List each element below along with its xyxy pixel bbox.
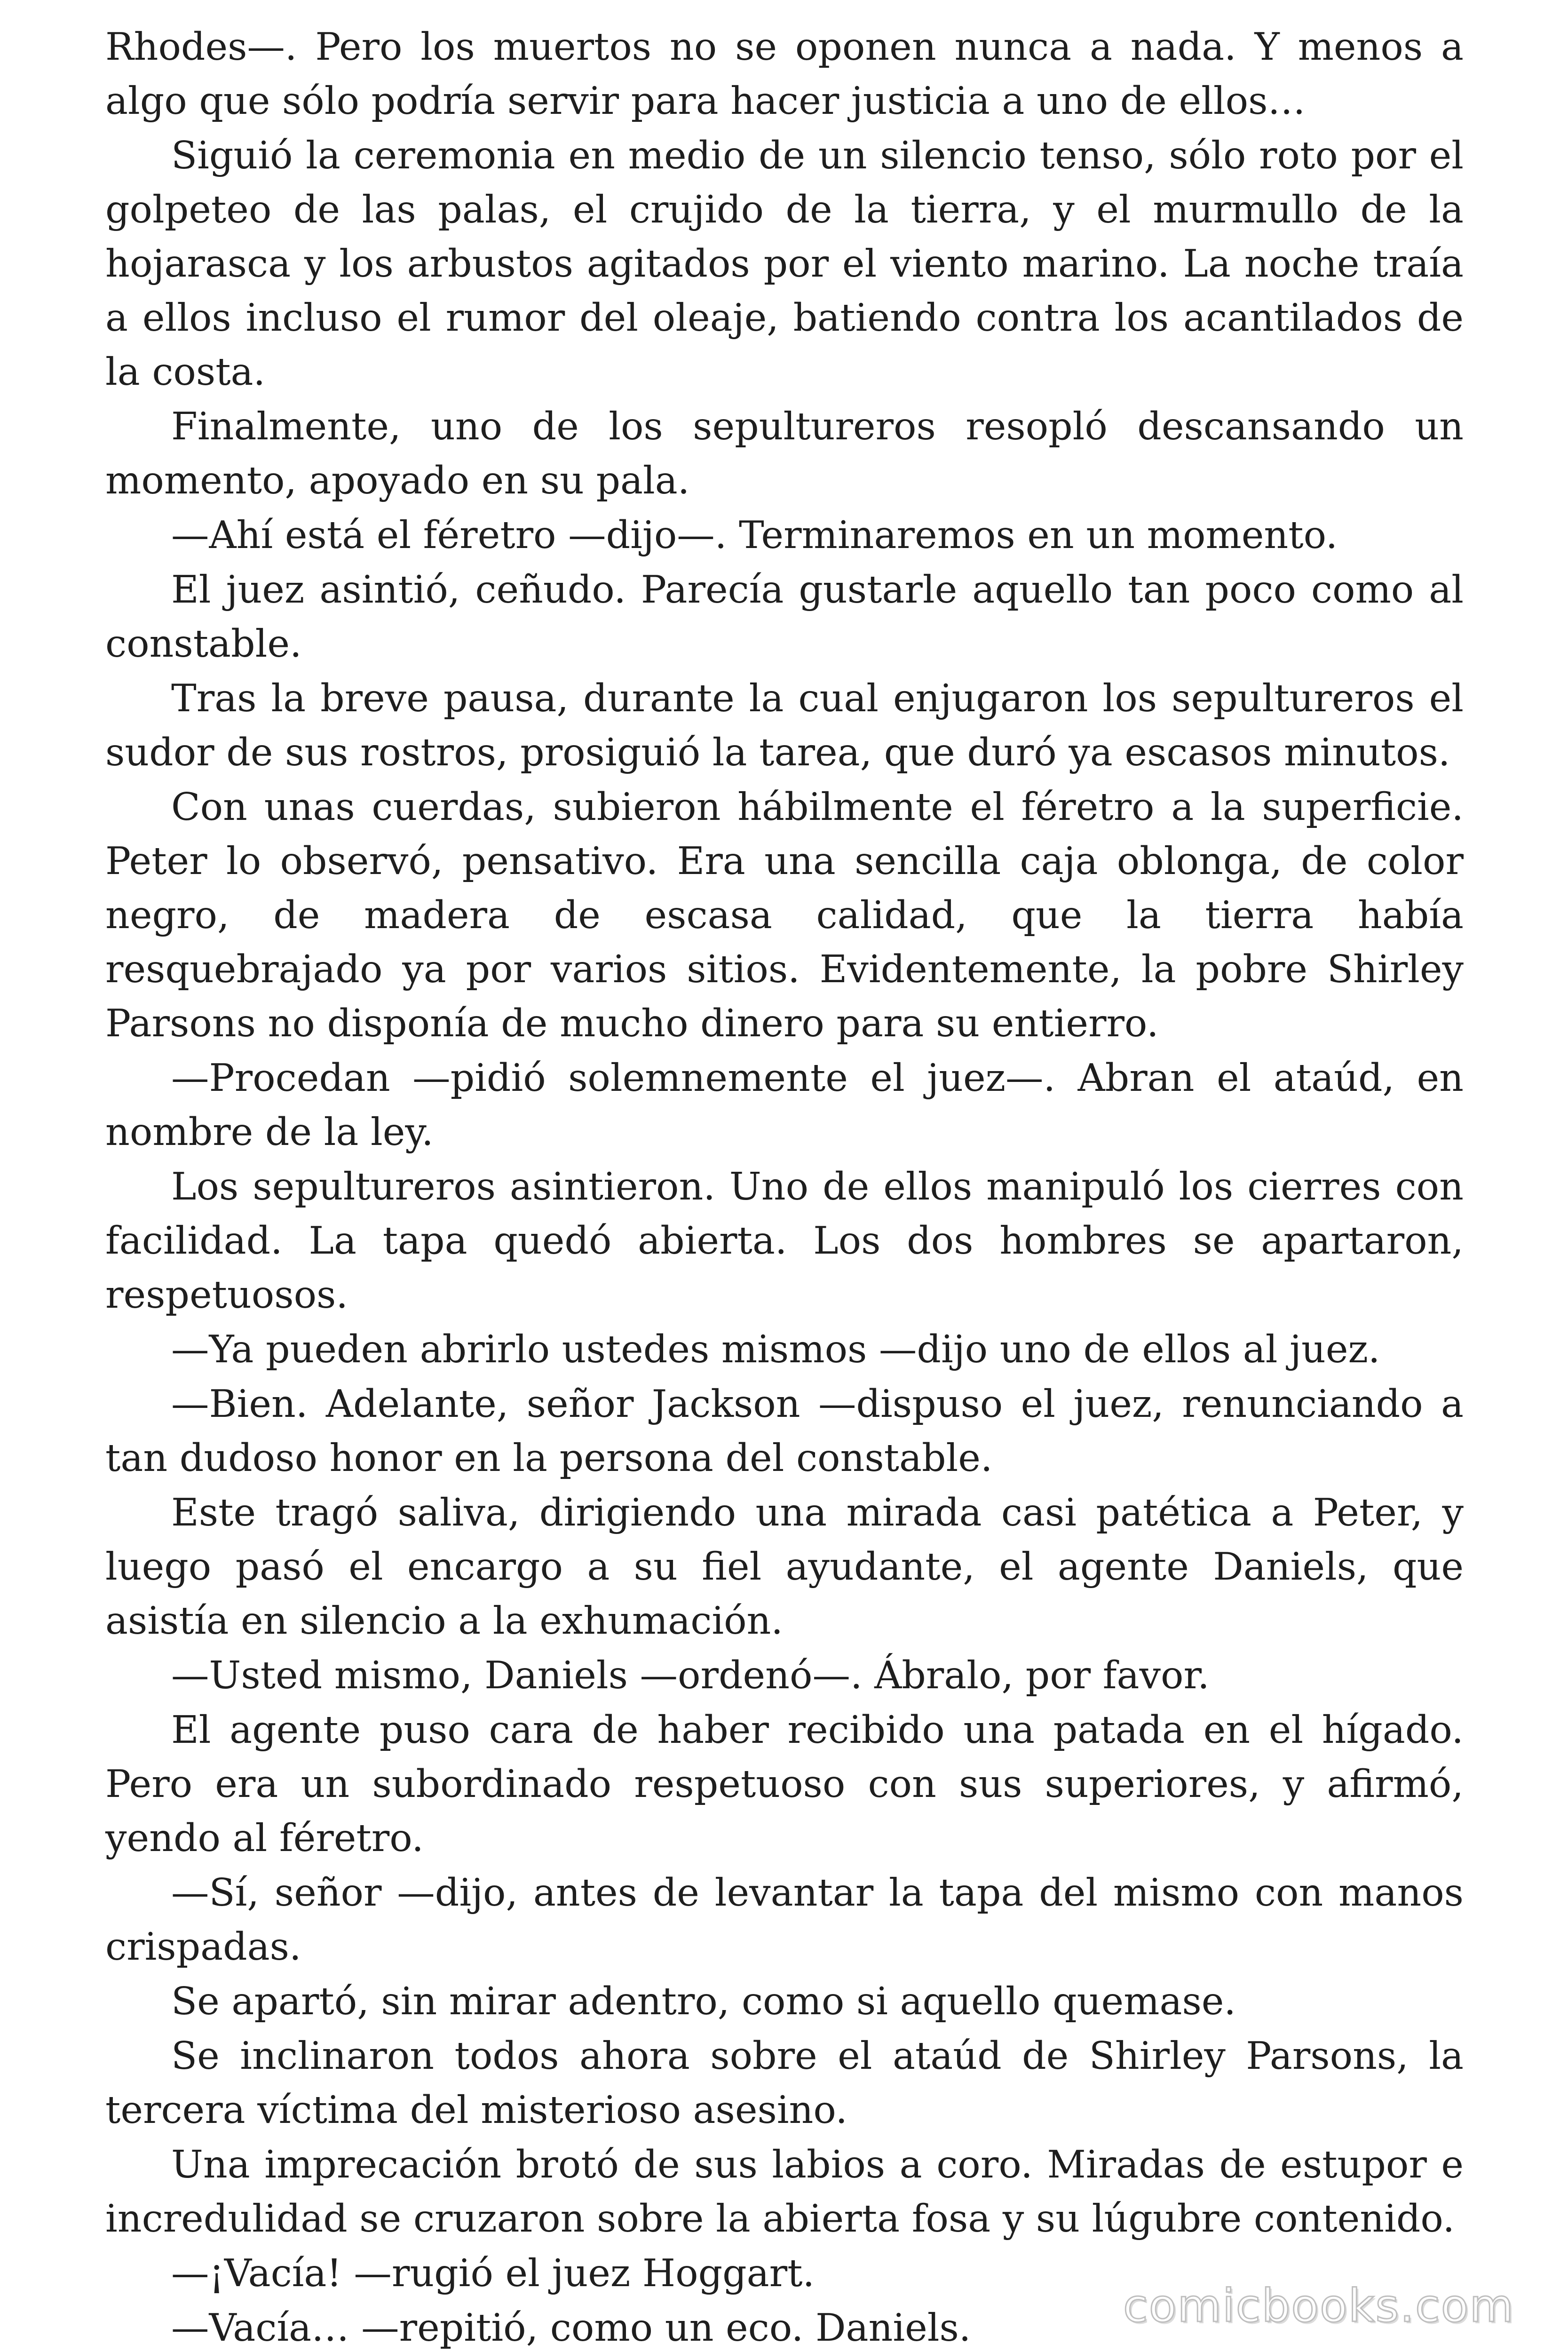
paragraph-2: Siguió la ceremonia en medio de un silencio tenso, sólo roto por el golpeteo de las palas, el crujido de la tierra, y el murmullo de la hojarasca y los arbustos agitados por el viento marino. La noche traía a ellos incluso el rumor del oleaje, batiendo contra los acantilados de la costa.	[105, 133, 1464, 394]
paragraph-6: Tras la breve pausa, durante la cual enjugaron los sepultureros el sudor de sus rostros, prosiguió la tarea, que duró ya escasos minutos.	[105, 676, 1464, 774]
paragraph-19: —¡Vacía! —rugió el juez Hoggart.	[171, 2251, 815, 2295]
paragraph-3: Finalmente, uno de los sepultureros resopló descansando un momento, apoyado en su pala.	[105, 404, 1464, 502]
paragraph-8: —Procedan —pidió solemnemente el juez—. Abran el ataúd, en nombre de la ley.	[105, 1056, 1464, 1154]
paragraph-12: Este tragó saliva, dirigiendo una mirada casi patética a Peter, y luego pasó el encargo a su fiel ayudante, el agente Daniels, que asistía en silencio a la exhumación.	[105, 1490, 1464, 1643]
paragraph-13: —Usted mismo, Daniels —ordenó—. Ábralo, por favor.	[171, 1653, 1210, 1697]
paragraph-10: —Ya pueden abrirlo ustedes mismos —dijo uno de ellos al juez.	[171, 1327, 1380, 1371]
paragraph-14: El agente puso cara de haber recibido una patada en el hígado. Pero era un subordinado respetuoso con sus superiores, y afirmó, yendo al féretro.	[105, 1708, 1464, 1860]
paragraph-20: —Vacía… —repitió, como un eco. Daniels.	[171, 2305, 971, 2350]
paragraph-18: Una imprecación brotó de sus labios a coro. Miradas de estupor e incredulidad se cruzaron sobre la abierta fosa y su lúgubre contenido.	[105, 2142, 1464, 2241]
paragraph-1: Rhodes—. Pero los muertos no se oponen nunca a nada. Y menos a algo que sólo podría servir para hacer justicia a uno de ellos…	[105, 24, 1464, 123]
paragraph-5: El juez asintió, ceñudo. Parecía gustarle aquello tan poco como al constable.	[105, 567, 1464, 666]
paragraph-15: —Sí, señor —dijo, antes de levantar la tapa del mismo con manos crispadas.	[105, 1870, 1464, 1969]
paragraph-17: Se inclinaron todos ahora sobre el ataúd de Shirley Parsons, la tercera víctima del misterioso asesino.	[105, 2034, 1464, 2132]
paragraph-11: —Bien. Adelante, señor Jackson —dispuso el juez, renunciando a tan dudoso honor en la persona del constable.	[105, 1382, 1464, 1480]
paragraph-4: —Ahí está el féretro —dijo—. Terminaremos en un momento.	[171, 513, 1338, 557]
page-body	[105, 20, 1464, 2352]
watermark: comicbooks.com	[1123, 2280, 1514, 2332]
paragraph-9: Los sepultureros asintieron. Uno de ellos manipuló los cierres con facilidad. La tapa quedó abierta. Los dos hombres se apartaron, respetuosos.	[105, 1164, 1464, 1317]
paragraph-16: Se apartó, sin mirar adentro, como si aquello quemase.	[171, 1979, 1236, 2023]
paragraph-7: Con unas cuerdas, subieron hábilmente el féretro a la superficie. Peter lo observó, pensativo. Era una sencilla caja oblonga, de color negro, de madera de escasa calidad, que la tierra había resquebrajado ya por varios sitios. Evidentemente, la pobre Shirley Parsons no disponía de mucho dinero para su entierro.	[105, 785, 1464, 1045]
